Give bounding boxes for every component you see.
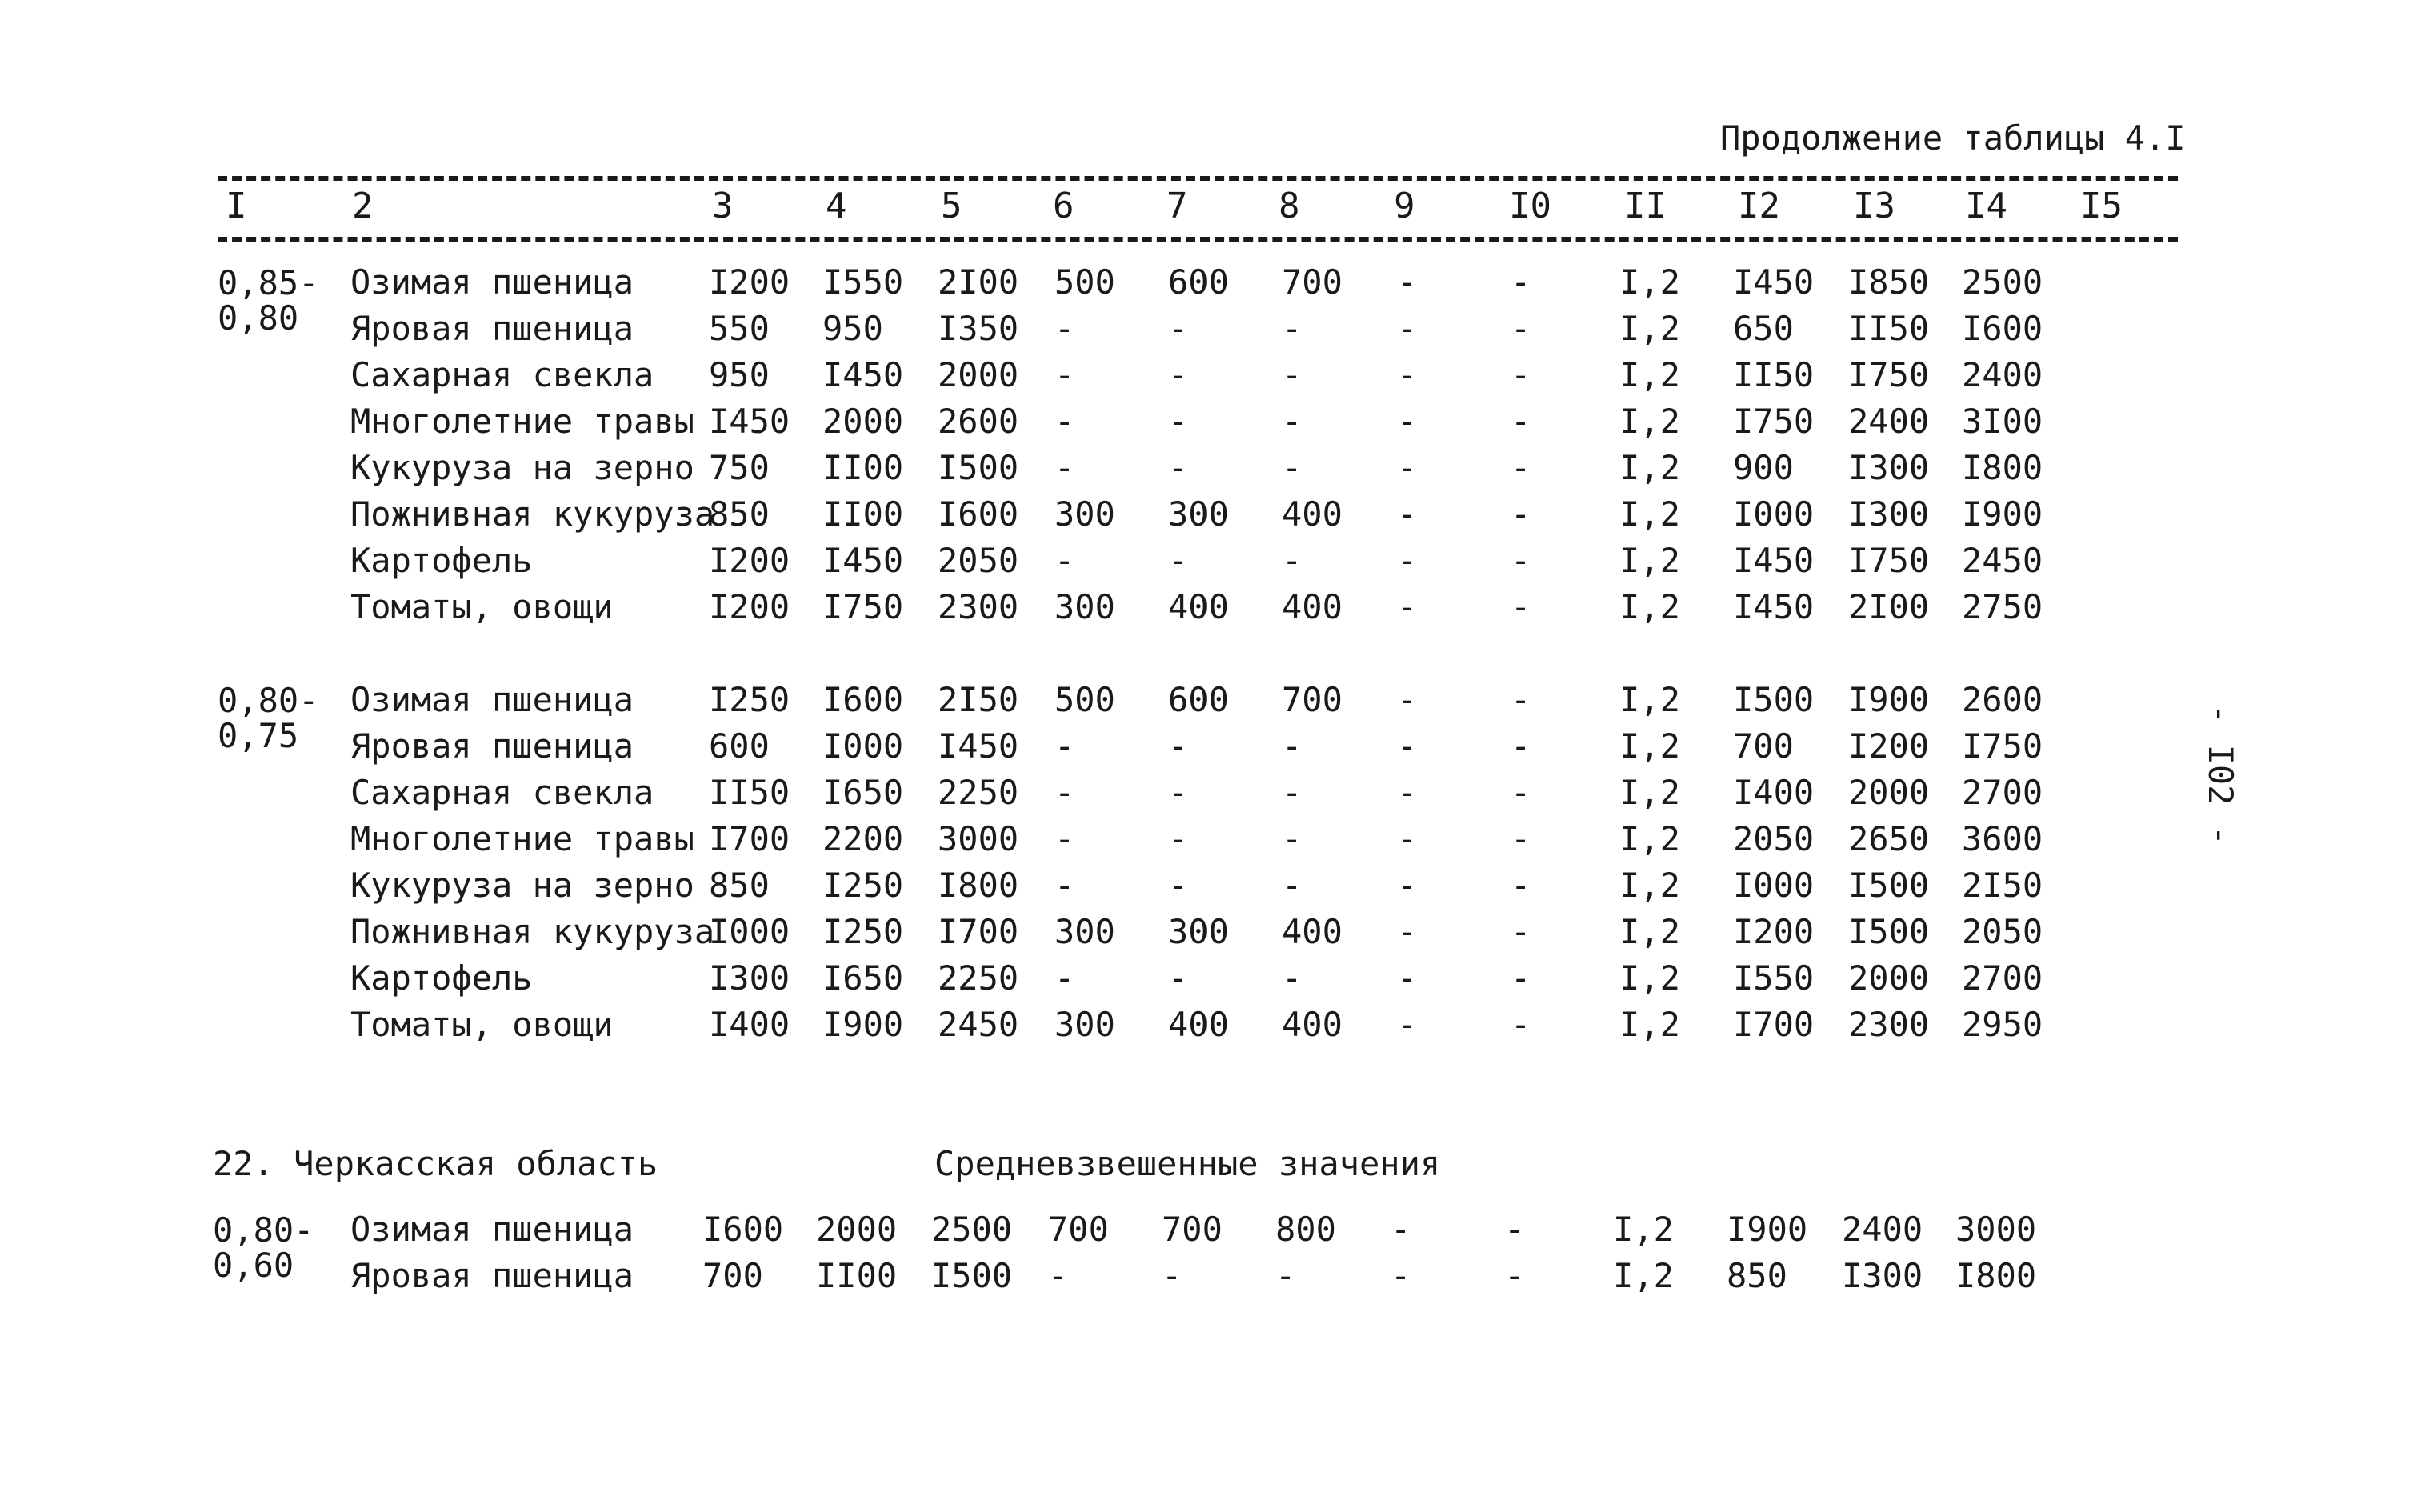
group-label-top: 0,80- [218, 681, 319, 720]
cell-c14: 3600 [1962, 819, 2043, 858]
cell-c13: I750 [1848, 541, 1930, 580]
cell-c14: 2950 [1962, 1005, 2043, 1044]
cell-c7: - [1168, 448, 1189, 487]
crop-name: Пожнивная кукуруза [350, 494, 715, 534]
cell-c9: - [1397, 309, 1418, 348]
cell-c7: 300 [1168, 494, 1229, 534]
cell-c14: 2750 [1962, 587, 2043, 626]
cell-c4: II00 [816, 1256, 898, 1295]
cell-c3: I200 [709, 262, 790, 302]
cell-c7: - [1168, 726, 1189, 766]
cell-c6: - [1054, 402, 1075, 441]
cell-c8: 700 [1282, 680, 1343, 719]
cell-c5: 2500 [931, 1210, 1013, 1249]
cell-c10: - [1511, 541, 1531, 580]
cell-c11: I,2 [1619, 726, 1680, 766]
cell-c9: - [1397, 866, 1418, 905]
cell-c8: 800 [1275, 1210, 1336, 1249]
cell-c5: 2000 [938, 355, 1019, 394]
cell-c3: 950 [709, 355, 770, 394]
cell-c5: I600 [938, 494, 1019, 534]
cell-c3: 600 [709, 726, 770, 766]
cell-c13: I500 [1848, 866, 1930, 905]
cell-c5: 2250 [938, 958, 1019, 998]
cell-c4: I550 [822, 262, 904, 302]
cell-c11: I,2 [1619, 866, 1680, 905]
cell-c9: - [1397, 958, 1418, 998]
cell-c8: - [1282, 355, 1303, 394]
cell-c14: I800 [1962, 448, 2043, 487]
cell-c4: I650 [822, 773, 904, 812]
cell-c10: - [1511, 355, 1531, 394]
page-number: - I02 - [2201, 704, 2240, 846]
cell-c3: 700 [702, 1256, 763, 1295]
cell-c10: - [1511, 262, 1531, 302]
cell-c6: - [1054, 541, 1075, 580]
cell-c12: 650 [1733, 309, 1794, 348]
cell-c11: I,2 [1619, 494, 1680, 534]
cell-c5: I350 [938, 309, 1019, 348]
cell-c8: - [1282, 866, 1303, 905]
cell-c10: - [1511, 309, 1531, 348]
cell-c9: - [1397, 680, 1418, 719]
cell-c7: 400 [1168, 587, 1229, 626]
cell-c6: 300 [1054, 587, 1115, 626]
cell-c8: 400 [1282, 587, 1343, 626]
cell-c9: - [1397, 494, 1418, 534]
cell-c9: - [1397, 541, 1418, 580]
cell-c13: I900 [1848, 680, 1930, 719]
cell-c12: I450 [1733, 587, 1815, 626]
cell-c10: - [1511, 402, 1531, 441]
cell-c14: 2700 [1962, 958, 2043, 998]
crop-name: Многолетние травы [350, 402, 694, 441]
cell-c11: I,2 [1619, 680, 1680, 719]
cell-c6: 300 [1054, 912, 1115, 951]
cell-c6: - [1048, 1256, 1069, 1295]
group-label-top: 0,80- [213, 1210, 314, 1250]
cell-c13: I500 [1848, 912, 1930, 951]
continuation-title: Продолжение таблицы 4.I [1720, 118, 2186, 158]
crop-name: Кукуруза на зерно [350, 866, 694, 905]
group-label-bottom: 0,80 [218, 298, 299, 338]
cell-c9: - [1397, 912, 1418, 951]
crop-name: Озимая пшеница [350, 262, 634, 302]
cell-c4: I750 [822, 587, 904, 626]
cell-c10: - [1511, 587, 1531, 626]
cell-c3: II50 [709, 773, 790, 812]
cell-c11: I,2 [1619, 309, 1680, 348]
cell-c10: - [1511, 912, 1531, 951]
crop-name: Яровая пшеница [350, 726, 634, 766]
cell-c8: - [1282, 448, 1303, 487]
group-label [218, 263, 319, 338]
cell-c13: I850 [1848, 262, 1930, 302]
header-col-4: 4 [826, 186, 847, 226]
cell-c9: - [1397, 773, 1418, 812]
cell-c3: I300 [709, 958, 790, 998]
cell-c7: - [1168, 541, 1189, 580]
cell-c4: I600 [822, 680, 904, 719]
cell-c5: 3000 [938, 819, 1019, 858]
header-col-6: 6 [1053, 186, 1074, 226]
cell-c6: 500 [1054, 262, 1115, 302]
cell-c4: II00 [822, 448, 904, 487]
cell-c3: 850 [709, 866, 770, 905]
cell-c8: - [1282, 726, 1303, 766]
cell-c9: - [1397, 587, 1418, 626]
group-label-top: 0,85- [218, 263, 319, 302]
cell-c10: - [1511, 866, 1531, 905]
cell-c6: 500 [1054, 680, 1115, 719]
cell-c8: - [1282, 958, 1303, 998]
crop-name: Многолетние травы [350, 819, 694, 858]
cell-c8: 400 [1282, 1005, 1343, 1044]
cell-c13: 2I00 [1848, 587, 1930, 626]
cell-c14: 2450 [1962, 541, 2043, 580]
header-col-9: 9 [1394, 186, 1415, 226]
crop-name: Картофель [350, 541, 533, 580]
cell-c5: 2450 [938, 1005, 1019, 1044]
group-label [218, 683, 318, 754]
cell-c10: - [1511, 448, 1531, 487]
cell-c7: - [1168, 866, 1189, 905]
cell-c7: 700 [1162, 1210, 1223, 1249]
cell-c12: I000 [1733, 494, 1815, 534]
cell-c14: 2600 [1962, 680, 2043, 719]
cell-c12: II50 [1733, 355, 1815, 394]
cell-c11: I,2 [1619, 958, 1680, 998]
cell-c4: I000 [822, 726, 904, 766]
cell-c14: I900 [1962, 494, 2043, 534]
cell-c14: I600 [1962, 309, 2043, 348]
cell-c12: I400 [1733, 773, 1815, 812]
cell-c7: - [1168, 309, 1189, 348]
cell-c13: 2000 [1848, 773, 1930, 812]
cell-c13: I200 [1848, 726, 1930, 766]
cell-c12: I450 [1733, 262, 1815, 302]
cell-c3: I600 [702, 1210, 784, 1249]
cell-c11: I,2 [1619, 773, 1680, 812]
cell-c14: 2I50 [1962, 866, 2043, 905]
header-col-11: II [1624, 186, 1667, 226]
crop-name: Томаты, овощи [350, 587, 614, 626]
cell-c6: - [1054, 958, 1075, 998]
cell-c11: I,2 [1619, 262, 1680, 302]
cell-c10: - [1511, 680, 1531, 719]
cell-c4: 2200 [822, 819, 904, 858]
header-col-3: 3 [712, 186, 734, 226]
cell-c8: - [1282, 819, 1303, 858]
cell-c13: II50 [1848, 309, 1930, 348]
cell-c13: I300 [1842, 1256, 1923, 1295]
cell-c6: - [1054, 866, 1075, 905]
cell-c5: I500 [938, 448, 1019, 487]
cell-c13: 2650 [1848, 819, 1930, 858]
cell-c14: 2400 [1962, 355, 2043, 394]
header-rule-bottom [218, 237, 2178, 242]
cell-c14: 3I00 [1962, 402, 2043, 441]
cell-c7: - [1168, 402, 1189, 441]
cell-c10: - [1511, 1005, 1531, 1044]
cell-c11: I,2 [1619, 448, 1680, 487]
cell-c8: - [1282, 773, 1303, 812]
cell-c12: 2050 [1733, 819, 1815, 858]
cell-c3: I200 [709, 541, 790, 580]
cell-c7: 400 [1168, 1005, 1229, 1044]
cell-c9: - [1391, 1256, 1411, 1295]
cell-c6: - [1054, 355, 1075, 394]
cell-c9: - [1397, 819, 1418, 858]
cell-c10: - [1511, 819, 1531, 858]
cell-c3: 850 [709, 494, 770, 534]
cell-c9: - [1397, 448, 1418, 487]
cell-c9: - [1397, 1005, 1418, 1044]
cell-c6: - [1054, 309, 1075, 348]
header-col-5: 5 [941, 186, 962, 226]
cell-c3: I000 [709, 912, 790, 951]
crop-name: Томаты, овощи [350, 1005, 614, 1044]
cell-c12: I000 [1733, 866, 1815, 905]
cell-c11: I,2 [1619, 1005, 1680, 1044]
cell-c5: 2300 [938, 587, 1019, 626]
cell-c12: I500 [1733, 680, 1815, 719]
cell-c7: - [1168, 355, 1189, 394]
cell-c6: 300 [1054, 494, 1115, 534]
cell-c7: - [1168, 773, 1189, 812]
cell-c7: - [1162, 1256, 1182, 1295]
cell-c4: I650 [822, 958, 904, 998]
crop-name: Сахарная свекла [350, 355, 654, 394]
cell-c9: - [1391, 1210, 1411, 1249]
cell-c4: II00 [822, 494, 904, 534]
cell-c9: - [1397, 355, 1418, 394]
cell-c5: 2I50 [938, 680, 1019, 719]
cell-c3: 750 [709, 448, 770, 487]
cell-c3: 550 [709, 309, 770, 348]
cell-c9: - [1397, 726, 1418, 766]
crop-name: Озимая пшеница [350, 680, 634, 719]
cell-c13: 2400 [1848, 402, 1930, 441]
cell-c13: I300 [1848, 494, 1930, 534]
cell-c6: - [1054, 773, 1075, 812]
section-subtitle: Средневзвешенные значения [934, 1144, 1441, 1183]
group-label-bottom: 0,60 [213, 1246, 294, 1285]
cell-c13: 2400 [1842, 1210, 1923, 1249]
cell-c4: 950 [822, 309, 883, 348]
cell-c6: 700 [1048, 1210, 1109, 1249]
cell-c11: I,2 [1619, 587, 1680, 626]
cell-c14: 2700 [1962, 773, 2043, 812]
cell-c14: 2500 [1962, 262, 2043, 302]
cell-c10: - [1511, 773, 1531, 812]
cell-c4: I450 [822, 541, 904, 580]
cell-c10: - [1504, 1256, 1525, 1295]
header-col-1: I [226, 186, 247, 226]
cell-c10: - [1504, 1210, 1525, 1249]
header-col-8: 8 [1279, 186, 1300, 226]
cell-c11: I,2 [1613, 1210, 1674, 1249]
cell-c4: I900 [822, 1005, 904, 1044]
cell-c6: 300 [1054, 1005, 1115, 1044]
cell-c5: 2250 [938, 773, 1019, 812]
cell-c3: I450 [709, 402, 790, 441]
cell-c11: I,2 [1619, 819, 1680, 858]
cell-c5: I450 [938, 726, 1019, 766]
cell-c4: 2000 [822, 402, 904, 441]
cell-c8: 700 [1282, 262, 1343, 302]
cell-c5: I500 [931, 1256, 1013, 1295]
header-col-2: 2 [352, 186, 374, 226]
cell-c3: I250 [709, 680, 790, 719]
header-col-14: I4 [1965, 186, 2007, 226]
cell-c13: 2300 [1848, 1005, 1930, 1044]
header-col-10: I0 [1509, 186, 1551, 226]
crop-name: Яровая пшеница [350, 309, 634, 348]
cell-c6: - [1054, 819, 1075, 858]
cell-c12: I450 [1733, 541, 1815, 580]
cell-c5: I700 [938, 912, 1019, 951]
cell-c12: I200 [1733, 912, 1815, 951]
header-rule-top [218, 176, 2178, 181]
cell-c10: - [1511, 726, 1531, 766]
cell-c5: 2600 [938, 402, 1019, 441]
cell-c14: I750 [1962, 726, 2043, 766]
cell-c7: 600 [1168, 262, 1229, 302]
cell-c4: I250 [822, 866, 904, 905]
crop-name: Яровая пшеница [350, 1256, 634, 1295]
cell-c7: 300 [1168, 912, 1229, 951]
cell-c11: I,2 [1619, 402, 1680, 441]
cell-c14: I800 [1955, 1256, 2037, 1295]
cell-c8: 400 [1282, 494, 1343, 534]
cell-c6: - [1054, 726, 1075, 766]
crop-name: Кукуруза на зерно [350, 448, 694, 487]
cell-c13: I750 [1848, 355, 1930, 394]
section-title: 22. Черкасская область [213, 1144, 658, 1183]
cell-c3: I400 [709, 1005, 790, 1044]
header-col-15: I5 [2080, 186, 2123, 226]
cell-c11: I,2 [1619, 541, 1680, 580]
cell-c3: I200 [709, 587, 790, 626]
cell-c4: 2000 [816, 1210, 898, 1249]
header-col-12: I2 [1738, 186, 1780, 226]
header-col-13: I3 [1853, 186, 1895, 226]
cell-c11: I,2 [1619, 912, 1680, 951]
cell-c9: - [1397, 402, 1418, 441]
cell-c14: 3000 [1955, 1210, 2037, 1249]
cell-c5: 2I00 [938, 262, 1019, 302]
header-col-7: 7 [1166, 186, 1188, 226]
cell-c12: 700 [1733, 726, 1794, 766]
crop-name: Картофель [350, 958, 533, 998]
cell-c11: I,2 [1613, 1256, 1674, 1295]
cell-c6: - [1054, 448, 1075, 487]
cell-c8: - [1282, 402, 1303, 441]
cell-c11: I,2 [1619, 355, 1680, 394]
cell-c7: 600 [1168, 680, 1229, 719]
cell-c12: 900 [1733, 448, 1794, 487]
group-label [213, 1210, 314, 1285]
cell-c13: I300 [1848, 448, 1930, 487]
cell-c10: - [1511, 958, 1531, 998]
crop-name: Озимая пшеница [350, 1210, 634, 1249]
cell-c4: I250 [822, 912, 904, 951]
cell-c12: 850 [1727, 1256, 1787, 1295]
cell-c12: I750 [1733, 402, 1815, 441]
cell-c3: I700 [709, 819, 790, 858]
cell-c14: 2050 [1962, 912, 2043, 951]
cell-c4: I450 [822, 355, 904, 394]
cell-c9: - [1397, 262, 1418, 302]
cell-c8: - [1275, 1256, 1296, 1295]
cell-c8: 400 [1282, 912, 1343, 951]
crop-name: Пожнивная кукуруза [350, 912, 715, 951]
cell-c13: 2000 [1848, 958, 1930, 998]
cell-c8: - [1282, 541, 1303, 580]
cell-c12: I700 [1733, 1005, 1815, 1044]
cell-c12: I900 [1727, 1210, 1808, 1249]
group-label-bottom: 0,75 [218, 716, 299, 755]
cell-c5: I800 [938, 866, 1019, 905]
crop-name: Сахарная свекла [350, 773, 654, 812]
cell-c7: - [1168, 958, 1189, 998]
cell-c12: I550 [1733, 958, 1815, 998]
cell-c10: - [1511, 494, 1531, 534]
cell-c7: - [1168, 819, 1189, 858]
cell-c8: - [1282, 309, 1303, 348]
cell-c5: 2050 [938, 541, 1019, 580]
